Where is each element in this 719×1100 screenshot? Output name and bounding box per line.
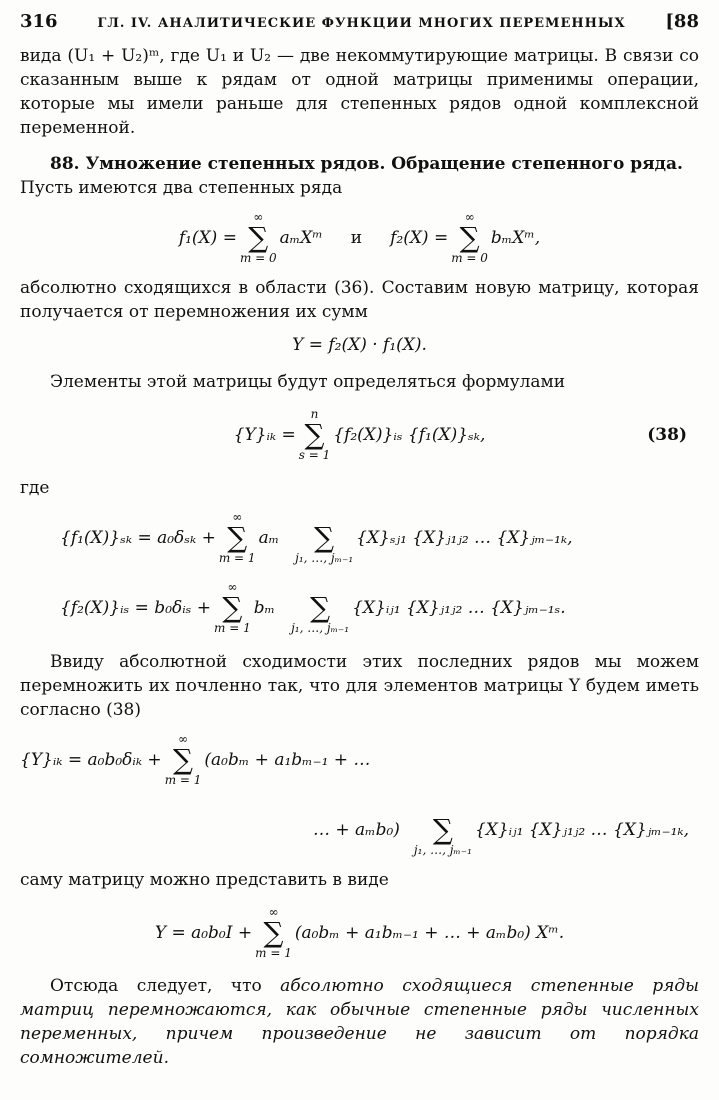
yik1-lhs: {Y}ᵢₖ = a₀b₀δᵢₖ + xyxy=(20,750,162,770)
sum-symbol: ∞ ∑ m = 1 xyxy=(214,580,251,635)
inner-sum-symbol: ∑ j₁, …, jₘ₋₁ xyxy=(295,521,354,565)
formula-yik-line1 xyxy=(20,728,699,792)
paragraph-1: вида (U₁ + U₂)ᵐ, где U₁ и U₂ — две некоммутирующие матрицы. В связи со сказанным выше к рядам от одной матрицы применимы операции, которые мы имели раньше для степенных рядов одной комплексной переменной. xyxy=(20,46,699,138)
sum-lower: m = 1 xyxy=(218,551,256,565)
f2-term: bₘXᵐ, xyxy=(490,228,541,248)
yik2-rhs: {X}ᵢⱼ₁ {X}ⱼ₁ⱼ₂ … {X}ⱼₘ₋₁ₖ, xyxy=(474,820,689,840)
f2-lhs: f₂(X) = xyxy=(390,228,449,248)
f2is-coef: bₘ xyxy=(253,598,276,618)
f2is-rhs: {X}ᵢⱼ₁ {X}ⱼ₁ⱼ₂ … {X}ⱼₘ₋₁ₛ. xyxy=(352,598,566,618)
sum-upper: n xyxy=(310,407,319,421)
yfull-lhs: Y = a₀b₀I + xyxy=(154,923,253,943)
f1sk-lhs: {f₁(X)}ₛₖ = a₀δₛₖ + xyxy=(60,528,216,548)
section-title: 88. Умножение степенных рядов. Обращение степенного ряда. xyxy=(50,154,683,174)
section-marker: [88 xyxy=(665,11,699,32)
yik1-rhs: (a₀bₘ + a₁bₘ₋₁ + … xyxy=(204,750,371,770)
sum-upper: ∞ xyxy=(464,210,475,224)
conjunction: и xyxy=(350,228,363,248)
running-header xyxy=(20,10,699,36)
paragraph-4: Элементы этой матрицы будут определяться формулами xyxy=(50,372,566,392)
f1-lhs: f₁(X) = xyxy=(178,228,237,248)
sum-lower: m = 1 xyxy=(255,946,292,960)
sum-symbol: n ∑ s = 1 xyxy=(298,407,331,462)
f1-term: aₘXᵐ xyxy=(279,228,323,248)
formula-f1-sk xyxy=(20,506,699,570)
sum-upper: ∞ xyxy=(232,510,243,524)
paragraph-7 xyxy=(20,974,699,1070)
inner-sum-lower: j₁, …, jₘ₋₁ xyxy=(291,621,350,635)
paragraph-3: абсолютно сходящихся в области (36). Составим новую матрицу, которая получается от перемножения их сумм xyxy=(20,278,699,322)
inner-sum-lower: j₁, …, jₘ₋₁ xyxy=(413,843,472,857)
equation-number: (38) xyxy=(647,425,687,445)
formula-38 xyxy=(20,400,699,470)
sum-lower: m = 0 xyxy=(451,251,488,265)
sum-symbol: ∞ ∑ m = 1 xyxy=(164,732,202,787)
sum-symbol: ∞ ∑ m = 1 xyxy=(218,510,256,565)
sum-upper: ∞ xyxy=(227,580,238,594)
inner-sum-lower: j₁, …, jₘ₋₁ xyxy=(295,551,354,565)
eq38-lhs: {Y}ᵢₖ = xyxy=(233,425,296,445)
formula-yik-line2 xyxy=(20,798,699,862)
sum-upper: ∞ xyxy=(268,905,279,919)
paragraph-6: саму матрицу можно представить в виде xyxy=(20,870,389,890)
paragraph-7-theorem: абсолютно сходящиеся степенные ряды матриц перемножаются, как обычные степенные ряды численных переменных, причем произведение не зависит от порядка сомножителей. xyxy=(20,976,699,1068)
sum-symbol: ∞ ∑ m = 1 xyxy=(255,905,292,960)
running-title: ГЛ. IV. АНАЛИТИЧЕСКИЕ ФУНКЦИИ МНОГИХ ПЕРЕМЕННЫХ xyxy=(97,16,626,31)
formula-f1-f2 xyxy=(20,206,699,270)
eq38-rhs: {f₂(X)}ᵢₛ {f₁(X)}ₛₖ, xyxy=(333,425,486,445)
sum-lower: m = 1 xyxy=(214,621,251,635)
sum-symbol: ∞ ∑ m = 0 xyxy=(239,210,277,265)
sum-upper: ∞ xyxy=(178,732,189,746)
inner-sum-symbol: ∑ j₁, …, jₘ₋₁ xyxy=(291,591,350,635)
f1sk-rhs: {X}ₛⱼ₁ {X}ⱼ₁ⱼ₂ … {X}ⱼₘ₋₁ₖ, xyxy=(356,528,573,548)
sum-lower: m = 1 xyxy=(164,773,202,787)
inner-sum-symbol: ∑ j₁, …, jₘ₋₁ xyxy=(413,813,472,857)
f2is-lhs: {f₂(X)}ᵢₛ = b₀δᵢₛ + xyxy=(60,598,212,618)
sum-lower: m = 0 xyxy=(239,251,277,265)
paragraph-7-lead: Отсюда следует, что xyxy=(50,976,262,996)
y-product: Y = f₂(X) · f₁(X). xyxy=(292,335,427,355)
formula-y-full xyxy=(20,898,699,968)
f1sk-coef: aₘ xyxy=(258,528,280,548)
yfull-rhs: (a₀bₘ + a₁bₘ₋₁ + … + aₘb₀) Xᵐ. xyxy=(294,923,565,943)
paragraph-5: Ввиду абсолютной сходимости этих последних рядов мы можем перемножить их почленно так, что для элементов матрицы Y будем иметь согласно (38) xyxy=(20,652,699,720)
yik2-lhs: … + aₘb₀) xyxy=(312,820,400,840)
paragraph-2: Пусть имеются два степенных ряда xyxy=(20,178,343,198)
sum-symbol: ∞ ∑ m = 0 xyxy=(451,210,488,265)
sum-upper: ∞ xyxy=(253,210,264,224)
formula-y-product xyxy=(20,330,699,360)
formula-f2-is xyxy=(20,576,699,640)
sum-lower: s = 1 xyxy=(298,448,331,462)
page-number: 316 xyxy=(20,11,58,32)
where-label: где xyxy=(20,478,50,498)
